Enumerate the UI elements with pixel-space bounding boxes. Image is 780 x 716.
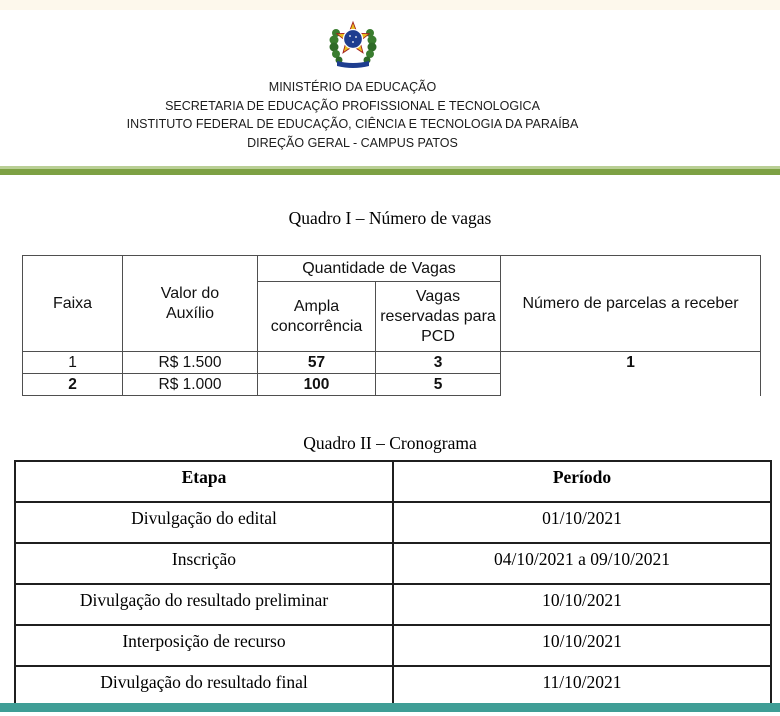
org-line-secretaria: SECRETARIA DE EDUCAÇÃO PROFISSIONAL E TECNOLOGICA [165, 98, 540, 113]
q1-header-quantidade-vagas: Quantidade de Vagas [258, 256, 501, 282]
quadro1-title: Quadro I – Número de vagas [288, 208, 492, 228]
q1-header-parcelas: Número de parcelas a receber [501, 256, 761, 352]
q1-r1-faixa: 1 [23, 352, 123, 374]
header-green-bar-dark [0, 169, 780, 176]
org-lines [0, 78, 705, 152]
header-green-bar [0, 166, 780, 175]
q2-row-recurso [15, 625, 771, 666]
q1-r1-pcd: 3 [376, 352, 501, 374]
q2-r5-periodo: 11/10/2021 [393, 666, 771, 707]
brazil-coat-of-arms-icon [0, 13, 705, 75]
q2-row-resultado-preliminar [15, 584, 771, 625]
q2-r3-etapa: Divulgação do resultado preliminar [15, 584, 393, 625]
q1-r2-pcd: 5 [376, 374, 501, 396]
quadro1-table [22, 255, 761, 396]
q1-header-valor [123, 256, 258, 352]
footer-green-bar [0, 703, 780, 712]
q1-header-valor-text: Valor do Auxílio [160, 284, 220, 322]
quadro2-table [14, 460, 772, 708]
q1-header-pcd: Vagas reservadas para PCD [376, 282, 501, 352]
q2-r1-etapa: Divulgação do edital [15, 502, 393, 543]
q2-r4-periodo: 10/10/2021 [393, 625, 771, 666]
org-line-instituto: INSTITUTO FEDERAL DE EDUCAÇÃO, CIÊNCIA E TECNOLOGIA DA PARAÍBA [126, 117, 579, 131]
quadro2-title: Quadro II – Cronograma [303, 433, 477, 453]
org-line-direcao: DIREÇÃO GERAL - CAMPUS PATOS [247, 135, 458, 150]
q2-row-resultado-final [15, 666, 771, 707]
q2-row-edital [15, 502, 771, 543]
q1-r2-ampla: 100 [258, 374, 376, 396]
q2-r2-periodo: 04/10/2021 a 09/10/2021 [393, 543, 771, 584]
q1-parcelas-value: 1 [501, 352, 761, 396]
q1-header-faixa: Faixa [23, 256, 123, 352]
q1-header-ampla: Ampla concorrência [258, 282, 376, 352]
q2-header-periodo: Período [393, 461, 771, 502]
org-line-ministerio: MINISTÉRIO DA EDUCAÇÃO [268, 80, 437, 94]
q1-r1-ampla: 57 [258, 352, 376, 374]
q2-r3-periodo: 10/10/2021 [393, 584, 771, 625]
q2-r1-periodo: 01/10/2021 [393, 502, 771, 543]
q2-r4-etapa: Interposição de recurso [15, 625, 393, 666]
letterhead [0, 13, 705, 152]
q2-r5-etapa: Divulgação do resultado final [15, 666, 393, 707]
q1-r2-valor: R$ 1.000 [123, 374, 258, 396]
q1-r2-faixa: 2 [23, 374, 123, 396]
q1-row-faixa1 [23, 352, 761, 374]
q2-r2-etapa: Inscrição [15, 543, 393, 584]
q1-r1-valor: R$ 1.500 [123, 352, 258, 374]
q2-row-inscricao [15, 543, 771, 584]
q2-header-etapa: Etapa [15, 461, 393, 502]
top-cream-strip [0, 0, 780, 10]
